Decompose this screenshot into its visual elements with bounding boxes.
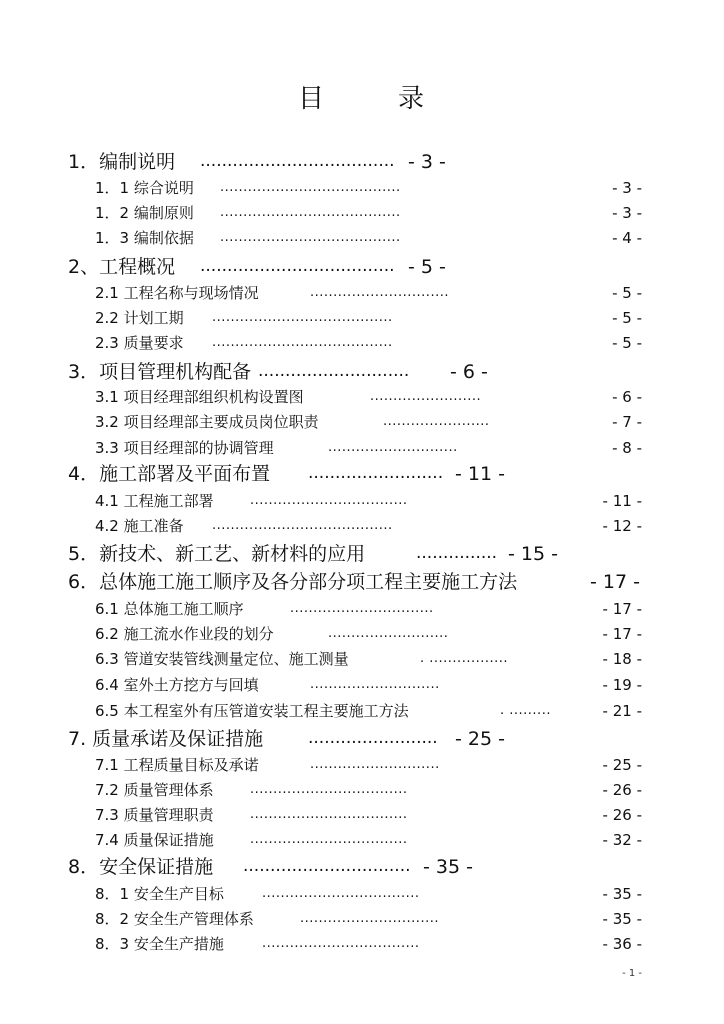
toc-item-label: 8．3 安全生产措施 [95,935,224,953]
toc-item-label: 7.1 工程质量目标及承诺 [95,756,259,774]
toc-item[interactable] [95,783,642,801]
title-char-2: 录 [398,84,425,114]
toc-item-leader: ....................................... [212,310,393,325]
toc-item-page: - 18 - [602,650,642,668]
toc-section-label: 3．项目管理机构配备 [68,361,252,383]
toc-item-page: - 6 - [612,388,642,406]
toc-item-page: - 4 - [612,229,642,247]
toc-section-leader: ........................ [308,728,438,748]
toc-item[interactable] [95,808,642,826]
toc-item-page: - 35 - [602,910,642,928]
toc-item-label: 3.2 项目经理部主要成员岗位职责 [95,413,319,431]
toc-item[interactable] [95,833,642,851]
toc-item-page: - 17 - [602,625,642,643]
toc-item-label: 1．3 编制依据 [95,229,194,247]
toc-item-leader: ....................................... [220,230,401,245]
toc-section-page: - 15 - [508,543,558,565]
toc-item-leader: .................................. [250,832,408,847]
toc-item-label: 8．1 安全生产目标 [95,885,224,903]
toc-item[interactable] [95,652,642,670]
toc-item-page: - 3 - [612,204,642,222]
toc-item[interactable] [95,311,642,329]
toc-item-page: - 25 - [602,756,642,774]
toc-item-leader: . ................. [420,651,509,666]
toc-section-page: - 17 - [590,571,640,593]
toc-section-leader: .................................... [200,256,395,276]
toc-item-leader: ....................................... [212,335,393,350]
toc-section-label: 6．总体施工施工顺序及各分部分项工程主要施工方法 [68,571,518,593]
toc-section-page: - 3 - [408,151,446,173]
toc-section-leader: ............................... [243,856,411,876]
toc-item-page: - 36 - [602,935,642,953]
toc-item-leader: ........................ [370,389,482,404]
toc-item-label: 6.3 管道安装管线测量定位、施工测量 [95,650,349,668]
toc-section-label: 8．安全保证措施 [68,856,214,878]
toc-item-page: - 12 - [602,517,642,535]
toc-section-page: - 11 - [455,463,505,485]
toc-item-page: - 32 - [602,831,642,849]
toc-item-leader: .................................. [262,886,420,901]
toc-item-leader: .................................. [250,807,408,822]
toc-item-leader: ....................................... [212,518,393,533]
toc-item[interactable] [95,390,642,408]
toc-item-leader: ............................ [310,677,440,692]
toc-item[interactable] [95,415,642,433]
toc-item-label: 3.1 项目经理部组织机构设置图 [95,388,304,406]
toc-item-leader: ............................... [290,601,434,616]
toc-item[interactable] [95,704,642,722]
toc-item-label: 6.4 室外土方挖方与回填 [95,676,259,694]
toc-item-page: - 26 - [602,781,642,799]
toc-item[interactable] [95,286,642,304]
toc-item-leader: .................................. [250,782,408,797]
toc-item-label: 6.1 总体施工施工顺序 [95,600,244,618]
toc-item[interactable] [95,678,642,696]
title-char-1: 目 [298,84,325,114]
toc-section-label: 1．编制说明 [68,151,176,173]
toc-section-page: - 25 - [455,728,505,750]
toc-item-page: - 5 - [612,334,642,352]
toc-item[interactable] [95,519,642,537]
toc-item-leader: ....................................... [220,205,401,220]
page-number: - 1 - [622,968,642,979]
toc-section-label: 2、工程概况 [68,256,176,278]
toc-item-label: 2.3 质量要求 [95,334,184,352]
toc-item-leader: .......................... [328,626,449,641]
toc-item-leader: .................................. [250,493,408,508]
toc-section-page: - 35 - [423,856,473,878]
toc-item[interactable] [95,602,642,620]
toc-item-label: 2.2 计划工期 [95,309,184,327]
toc-item-page: - 17 - [602,600,642,618]
toc-item[interactable] [95,181,642,199]
toc-item-page: - 21 - [602,702,642,720]
toc-item[interactable] [95,206,642,224]
toc-item[interactable] [95,887,642,905]
toc-item-label: 6.5 本工程室外有压管道安装工程主要施工方法 [95,702,409,720]
toc-section-leader: .................................... [200,151,395,171]
toc-section-leader: ............................ [258,361,410,381]
toc-item-leader: ............................ [310,757,440,772]
toc-item[interactable] [95,336,642,354]
toc-item-label: 7.4 质量保证措施 [95,831,214,849]
toc-item-leader: ............................ [328,440,458,455]
toc-item-label: 4.2 施工准备 [95,517,184,535]
toc-item-label: 7.2 质量管理体系 [95,781,214,799]
toc-item-page: - 7 - [612,413,642,431]
toc-section-leader: ............... [416,543,498,563]
toc-item-label: 6.2 施工流水作业段的划分 [95,625,274,643]
toc-item-label: 2.1 工程名称与现场情况 [95,284,259,302]
toc-item-page: - 19 - [602,676,642,694]
toc-item-leader: . ......... [500,703,551,718]
toc-section-label: 5．新技术、新工艺、新材料的应用 [68,543,366,565]
toc-item-page: - 35 - [602,885,642,903]
toc-item-page: - 5 - [612,284,642,302]
toc-item[interactable] [95,231,642,249]
toc-item-leader: ....................................... [220,180,401,195]
toc-section-label: 4．施工部署及平面布置 [68,463,271,485]
toc-item-label: 7.3 质量管理职责 [95,806,214,824]
toc-item[interactable] [95,758,642,776]
toc-item[interactable] [95,627,642,645]
toc-item-label: 3.3 项目经理部的协调管理 [95,439,274,457]
toc-item-label: 4.1 工程施工部署 [95,492,214,510]
toc-item[interactable] [95,494,642,512]
toc-item-page: - 11 - [602,492,642,510]
toc-item-leader: .............................. [300,911,439,926]
toc-item[interactable] [95,937,642,955]
toc-item-page: - 8 - [612,439,642,457]
toc-section-label: 7. 质量承诺及保证措施 [68,728,264,750]
toc-item-label: 1．1 综合说明 [95,179,194,197]
toc-item-leader: .............................. [310,285,449,300]
toc-item-page: - 5 - [612,309,642,327]
toc-item[interactable] [95,912,642,930]
toc-section-page: - 5 - [408,256,446,278]
toc-item-page: - 26 - [602,806,642,824]
toc-item-leader: .................................. [262,936,420,951]
toc-section-page: - 6 - [450,361,488,383]
toc-item-label: 8．2 安全生产管理体系 [95,910,254,928]
toc-section-leader: ......................... [308,463,444,483]
toc-item-label: 1．2 编制原则 [95,204,194,222]
toc-item-page: - 3 - [612,179,642,197]
toc-item-leader: ....................... [383,414,490,429]
toc-item[interactable] [95,441,642,459]
